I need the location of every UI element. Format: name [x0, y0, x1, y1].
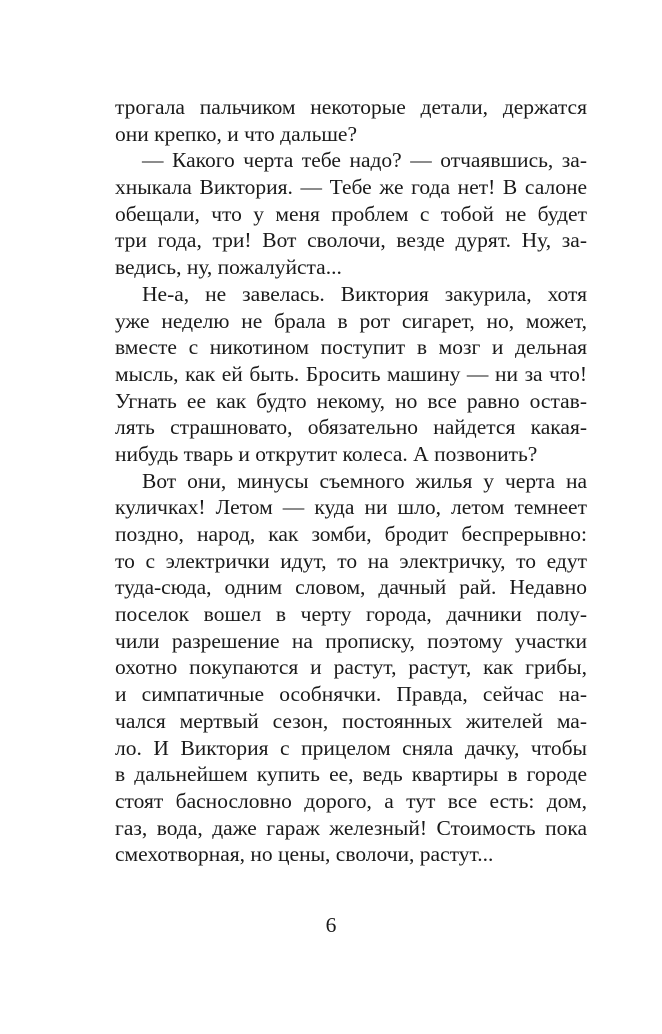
paragraph-2 [115, 147, 587, 280]
text-line: чили разрешение на прописку, поэтому участки [115, 628, 587, 653]
text-line: поздно, народ, как зомби, бродит беспрерывно: [115, 522, 587, 546]
text-line: Угнать ее как будто некому, но все равно остав- [115, 388, 587, 413]
text-line: мысль, как ей быть. Бросить машину — ни за что! [115, 361, 587, 386]
book-page-text [115, 94, 587, 868]
text-line: Вот они, минусы съемного жилья у черта на [142, 468, 587, 493]
text-line: смехотворная, но цены, сволочи, растут... [115, 842, 494, 867]
text-line: — Какого черта тебе надо? — отчаявшись, за- [142, 148, 587, 173]
text-line: ведись, ну, пожалуйста... [115, 255, 342, 280]
text-line: газ, вода, даже гараж железный! Стоимость пока [115, 815, 587, 840]
text-line: они крепко, и что дальше? [115, 121, 358, 146]
text-line: и симпатичные особнячки. Правда, сейчас на- [115, 682, 587, 707]
text-line: хныкала Виктория. — Тебе же года нет! В салоне [115, 175, 587, 200]
paragraph-1 [115, 94, 587, 147]
page-number: 6 [325, 913, 337, 937]
text-line: поселок вошел в черту города, дачники полу- [115, 602, 587, 627]
text-line: нибудь тварь и открутит колеса. А позвонить? [115, 441, 538, 466]
text-line: охотно покупаются и растут, растут, как грибы, [115, 655, 587, 680]
text-line: трогала пальчиком некоторые детали, держатся [115, 95, 587, 119]
text-line: обещали, что у меня проблем с тобой не будет [115, 201, 587, 226]
text-line: туда-сюда, одним словом, дачный рай. Недавно [115, 575, 587, 600]
text-line: в дальнейшем купить ее, ведь квартиры в городе [115, 762, 587, 787]
text-line: Не-а, не завелась. Виктория закурила, хотя [142, 281, 587, 306]
text-line: стоят баснословно дорого, а тут все есть: дом, [115, 788, 587, 813]
text-line: то с электрички идут, то на электричку, то едут [115, 548, 587, 573]
text-line: куличках! Летом — куда ни шло, летом темнеет [115, 495, 587, 520]
text-line: три года, три! Вот сволочи, везде дурят. Ну, за- [115, 228, 587, 253]
paragraph-3 [115, 281, 587, 468]
text-line: вместе с никотином поступит в мозг и дельная [115, 335, 587, 360]
text-line: лять страшновато, обязательно найдется какая- [115, 415, 587, 440]
text-line: уже неделю не брала в рот сигарет, но, может, [115, 308, 587, 333]
paragraph-4 [115, 468, 587, 868]
text-line: ло. И Виктория с прицелом сняла дачку, чтобы [115, 735, 587, 760]
text-line: чался мертвый сезон, постоянных жителей ма- [115, 708, 587, 733]
